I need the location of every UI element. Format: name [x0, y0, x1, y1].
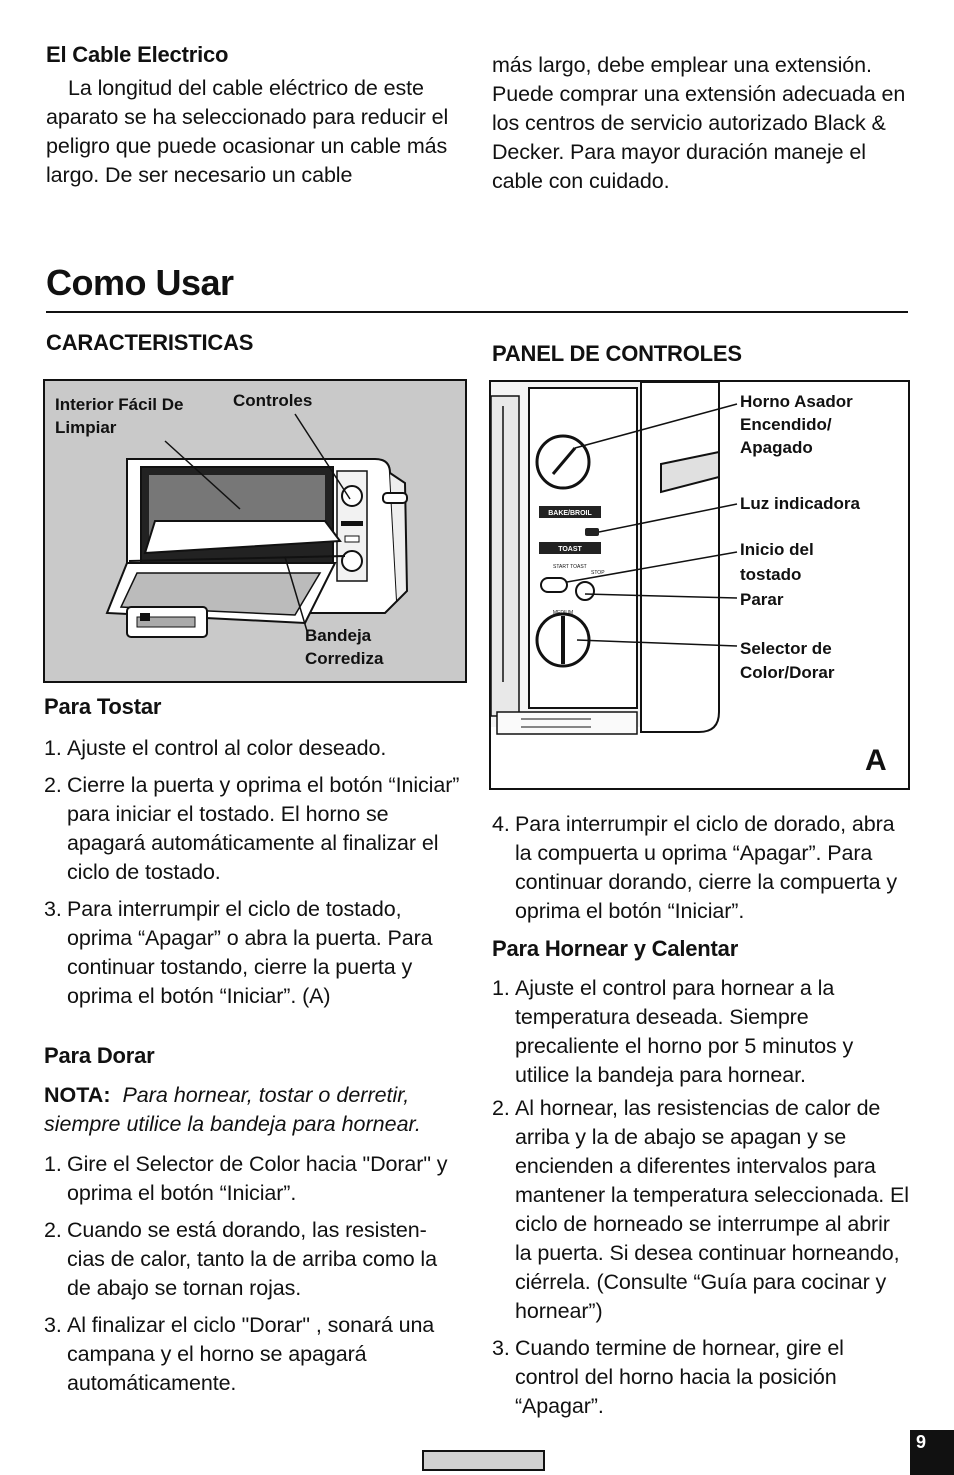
medium-text: MEDIUM	[552, 610, 574, 616]
nota-text: Para hornear, tostar o derretir, siempre utilice la bandeja para hornear.	[44, 1083, 421, 1136]
toast-text: TOAST	[558, 546, 582, 553]
start-button	[541, 578, 567, 592]
list-item: 1. Gire el Selector de Color hacia "Dorar" y oprima el botón “Iniciar”.	[44, 1152, 448, 1205]
tostar-steps	[44, 734, 464, 1011]
list-item: 2. Cierre la puerta y oprima el botón “Iniciar” para iniciar el tostado. El horno se apagará automáticamente al finalizar el ciclo de tostado.	[44, 773, 460, 884]
dorar-steps	[44, 1150, 464, 1398]
dorar-steps-continued	[492, 810, 904, 926]
label-inicio: Inicio del tostado	[740, 540, 814, 584]
list-item: 1. Ajuste el control al color deseado.	[44, 736, 387, 760]
list-item: 1. Ajuste el control para hornear a la temperatura deseada. Siempre precaliente el horno por 5 minutos y utilice la bandeja para hornear.	[492, 976, 854, 1087]
panel-heading: PANEL DE CONTROLES	[492, 341, 742, 366]
footer-bar	[422, 1450, 545, 1471]
cable-heading: El Cable Electrico	[46, 42, 229, 67]
figure-letter: A	[865, 744, 887, 777]
stop-button	[576, 582, 594, 600]
nota-label: NOTA:	[44, 1083, 111, 1107]
label-parar: Parar	[740, 590, 784, 609]
list-item: 3. Al finalizar el ciclo "Dorar" , sonará una campana y el horno se apagará automáticamente.	[44, 1313, 435, 1395]
label-controles: Controles	[233, 391, 313, 410]
page-number: 9	[910, 1430, 954, 1475]
bake-broil-text: BAKE/BROIL	[548, 510, 592, 517]
stop-text: STOP	[591, 570, 605, 576]
panel-figure	[489, 380, 910, 790]
label-luz: Luz indicadora	[740, 494, 860, 513]
indicator-light	[585, 528, 599, 536]
label-interior: Interior Fácil De Limpiar	[55, 395, 184, 437]
hornear-heading: Para Hornear y Calentar	[492, 936, 739, 961]
label-selector: Selector de Color/Dorar	[740, 639, 835, 682]
start-text: START TOAST	[553, 564, 587, 570]
hornear-steps	[492, 974, 912, 1421]
list-item: 4. Para interrumpir el ciclo de dorado, abra la compuerta u oprima “Apagar”. Para continuar dorando, cierre la compuerta y oprima el botón “Iniciar”.	[492, 812, 898, 923]
list-item: 3. Para interrumpir el ciclo de tostado, oprima “Apagar” o abra la puerta. Para continuar tostando, cierre la puerta y oprima el botón “Iniciar”. (A)	[44, 897, 433, 1008]
list-item: 3. Cuando termine de hornear, gire el control del horno hacia la posición “Apagar”.	[492, 1336, 844, 1418]
dorar-heading: Para Dorar	[44, 1043, 155, 1068]
cable-text-left: La longitud del cable eléctrico de este aparato se ha seleccionado para reducir el peligro que puede ocasionar un cable más largo. De ser necesario un cable	[46, 76, 449, 187]
cable-text-right: más largo, debe emplear una extensión. Puede comprar una extensión adecuada en los centros de servicio autorizado Black & Decker. Para mayor duración maneje el cable con cuidado.	[492, 53, 906, 193]
list-item: 2. Cuando se está dorando, las resisten-cias de calor, tanto la de arriba como la de abajo se tornan rojas.	[44, 1218, 437, 1300]
tostar-heading: Para Tostar	[44, 694, 162, 719]
title-rule	[46, 311, 908, 313]
page-title: Como Usar	[46, 262, 234, 303]
list-item: 2. Al hornear, las resistencias de calor de arriba y la de abajo se apagan y se encienden a diferentes intervalos para mantener la temperatura seleccionada. El ciclo de horneado se interrumpe al abrir la puerta. Si desea continuar horneando, ciérrela. (Consulte “Guía para cocinar y hornear”)	[492, 1096, 909, 1323]
toaster-figure	[43, 379, 467, 683]
caracteristicas-heading: CARACTERISTICAS	[46, 330, 254, 355]
label-bandeja: Bandeja Corrediza	[305, 626, 384, 668]
label-horno: Horno Asador Encendido/ Apagado	[740, 392, 853, 457]
dorar-nota	[44, 1081, 464, 1139]
